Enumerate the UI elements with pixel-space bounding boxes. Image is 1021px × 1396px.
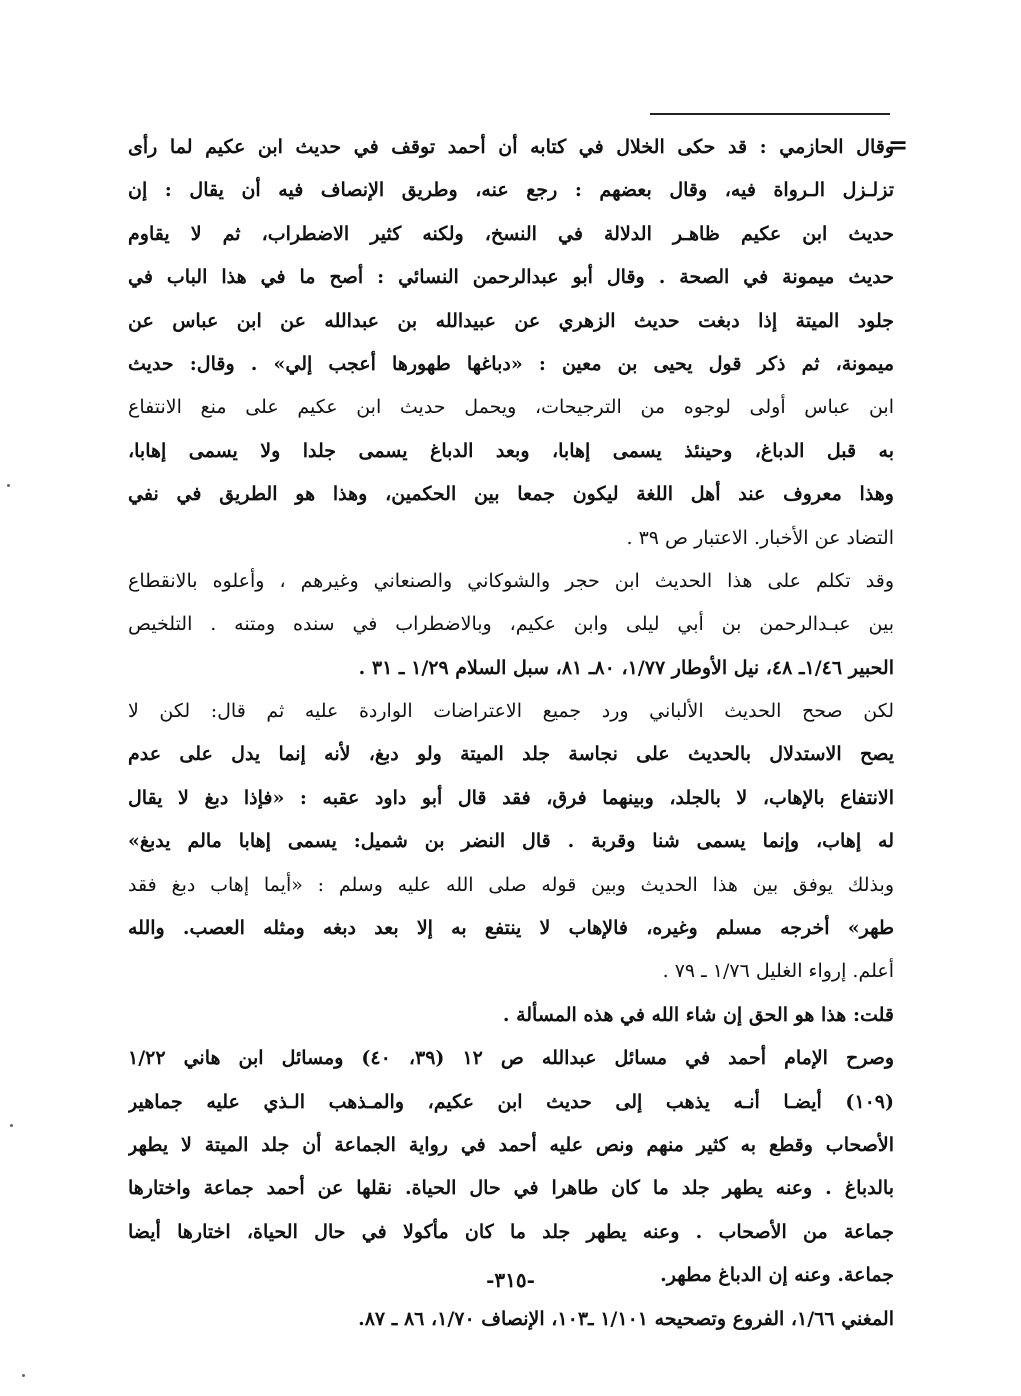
text-line: وبذلك يوفق بين هذا الحديث وبين قوله صلى الله عليه وسلم : «أيما إهاب دبغ فقد bbox=[128, 873, 894, 896]
text-line: أعلم. إرواء الغليل ١/٧٦ ـ ٧٩ . bbox=[662, 960, 894, 983]
text-line: يصح الاستدلال بالحديث على نجاسة جلد الميتة ولو دبغ، لأنه إنما يدل على عدم bbox=[128, 743, 894, 766]
scan-speck bbox=[22, 1374, 25, 1377]
text-line: تزلـزل الـرواة فيه، وقال بعضهم : رجع عنه، وطريق الإنصاف فيه أن يقال : إن bbox=[128, 179, 894, 202]
text-line: وقال الحازمي : قد حكى الخلال في كتابه أن أحمد توقف في حديث ابن عكيم لما رأى bbox=[128, 136, 894, 158]
text-line: التضاد عن الأخبار. الاعتبار ص ٣٩ . bbox=[626, 526, 894, 549]
footnote-separator-rule bbox=[650, 113, 890, 115]
text-line: (١٠٩) أيضـا أنـه يذهب إلى حديث ابن عكيم، والمـذهب الـذي عليه جماهير bbox=[128, 1090, 894, 1113]
text-line: له إهاب، وإنما يسمى شنا وقربة . قال النضر بن شميل: يسمى إهابا مالم يدبغ» bbox=[128, 830, 894, 853]
text-line: المغني ١/٦٦، الفروع وتصحيحه ١/١٠١ ـ١٠٣، الإنصاف ١/٧٠، ٨٦ ـ ٨٧. bbox=[358, 1307, 894, 1330]
text-line: وقد تكلم على هذا الحديث ابن حجر والشوكاني والصنعاني وغيرهم ، وأعلوه بالانقطاع bbox=[128, 569, 894, 592]
text-line: به قبل الدباغ، وحينئذ يسمى إهابا، وبعد الدباغ يسمى جلدا ولا يسمى إهابا، bbox=[128, 439, 894, 462]
margin-equals-mark: = bbox=[888, 130, 909, 159]
text-line: وصرح الإمام أحمد في مسائل عبدالله ص ١٢ (٣٩، ٤٠) ومسائل ابن هاني ١/٢٢ bbox=[128, 1047, 894, 1070]
text-line: وهذا معروف عند أهل اللغة ليكون جمعا بين الحكمين، وهذا هو الطريق في نفي bbox=[128, 483, 894, 506]
text-line: الأصحاب وقطع به كثير منهم ونص عليه أحمد في رواية الجماعة أن جلد الميتة لا يطهر bbox=[128, 1133, 894, 1156]
text-line: لكن صحح الحديث الألباني ورد جميع الاعتراضات الواردة عليه ثم قال: لكن لا bbox=[128, 700, 894, 723]
page-number: -٣١٥- bbox=[486, 1268, 535, 1292]
scan-speck bbox=[7, 484, 10, 487]
text-line: قلت: هذا هو الحق إن شاء الله في هذه المسألة . bbox=[502, 1003, 894, 1026]
text-line: حديث ميمونة في الصحة . وقال أبو عبدالرحمن النسائي : أصح ما في هذا الباب في bbox=[128, 266, 894, 289]
text-line: بالدباغ . وعنه يطهر جلد ما كان طاهرا في حال الحياة. نقلها عن أحمد جماعة واختارها bbox=[128, 1177, 894, 1200]
text-line: حديث ابن عكيم ظاهـر الدلالة في النسخ، ولكنه كثير الاضطراب، ثم لا يقاوم bbox=[128, 222, 894, 245]
text-line: جماعة من الأصحاب . وعنه يطهر جلد ما كان مأكولا في حال الحياة، اختارها أيضا bbox=[128, 1220, 894, 1243]
text-line: ميمونة، ثم ذكر قول يحيى بن معين : «دباغها طهورها أعجب إلي» . وقال: حديث bbox=[128, 352, 894, 375]
text-line: بين عبـدالرحمن بن أبي ليلى وابن عكيم، وبالاضطراب في سنده ومتنه . التلخيص bbox=[128, 613, 894, 636]
text-line: الانتفاع بالإهاب، لا بالجلد، وبينهما فرق، فقد قال أبو داود عقبه : «فإذا دبغ لا يقال bbox=[128, 786, 894, 809]
scan-speck bbox=[10, 1124, 13, 1127]
text-line: طهر» أخرجه مسلم وغيره، فالإهاب لا ينتفع به إلا بعد دبغه ومثله العصب. والله bbox=[128, 917, 894, 940]
text-line: جلود الميتة إذا دبغت حديث الزهري عن عبيدالله بن عبدالله عن ابن عباس عن bbox=[128, 309, 894, 332]
text-line: الحبير ١/٤٦ـ ٤٨، نيل الأوطار ١/٧٧، ٨٠ـ ٨١، سبل السلام ١/٢٩ ـ ٣١ . bbox=[358, 656, 894, 679]
footnote-text-block bbox=[128, 126, 894, 1341]
text-line: جماعة. وعنه إن الدباغ مطهر. bbox=[660, 1264, 894, 1287]
text-line: ابن عباس أولى لوجوه من الترجيحات، ويحمل حديث ابن عكيم على منع الانتفاع bbox=[128, 396, 894, 419]
